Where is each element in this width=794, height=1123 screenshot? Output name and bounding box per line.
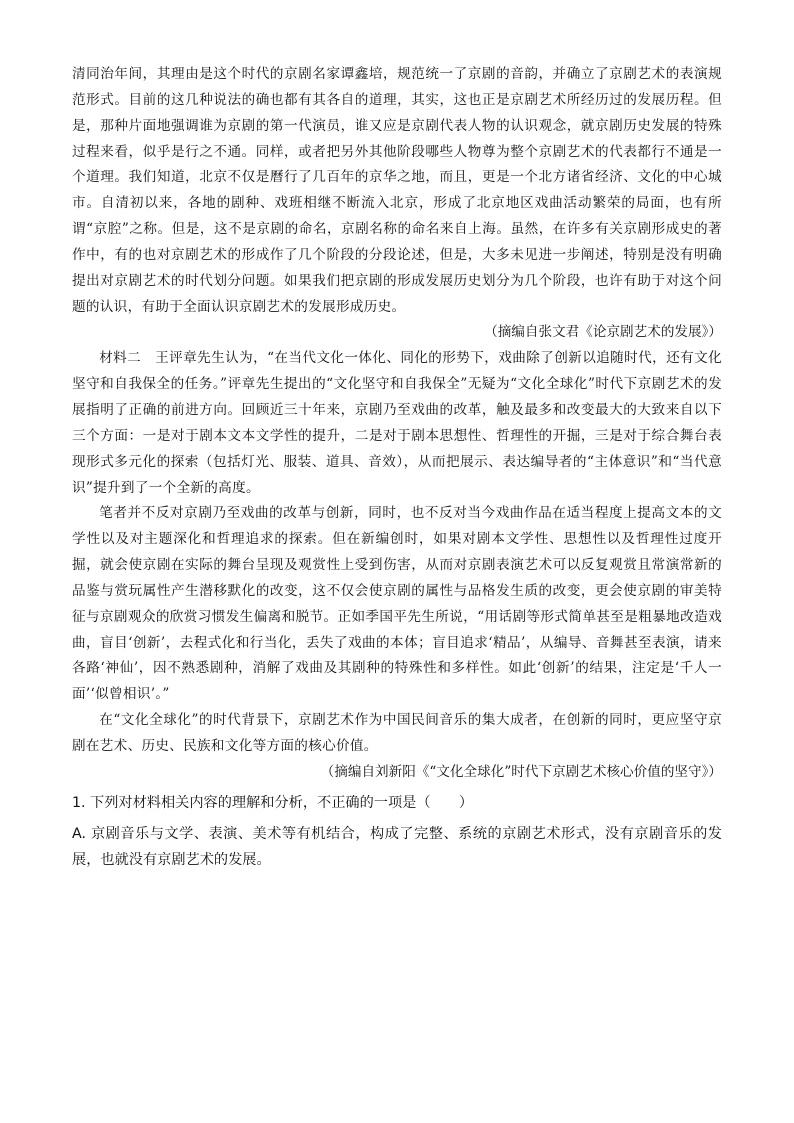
document-content [72, 62, 722, 873]
question-stem: 1. 下列对材料相关内容的理解和分析，不正确的一项是（ ） [72, 794, 474, 811]
question-option-a: A. 京剧音乐与文学、表演、美术等有机结合，构成了完整、系统的京剧艺术形式，没有京剧音乐的发展，也就没有京剧艺术的发展。 [72, 825, 722, 868]
source-citation-2: （摘编自刘新阳《“文化全球化”时代下京剧艺术核心价值的坚守》） [320, 763, 722, 780]
source-citation-1: （摘编自张文君《论京剧艺术的发展》） [484, 324, 722, 341]
passage-paragraph-4: 在“文化全球化”的时代背景下，京剧艺术作为中国民间音乐的集大成者，在创新的同时，更应坚守京剧在艺术、历史、民族和文化等方面的核心价值。 [72, 712, 722, 754]
passage-paragraph-1: 清同治年间，其理由是这个时代的京剧名家谭鑫培，规范统一了京剧的音韵，并确立了京剧艺术的表演规范形式。目前的这几种说法的确也都有其各自的道理，其实，这也正是京剧艺术所经历过的发展历程。但是，那种片面地强调谁为京剧的第一代演员，谁又应是京剧代表人物的认识观念，就京剧历史发展的特殊过程来看，似乎是行之不通。同样，或者把另外其他阶段哪些人物尊为整个京剧艺术的代表都行不通是一个道理。我们知道，北京不仅是曆行了几百年的京华之地，而且，更是一个北方诸省经济、文化的中心城市。自清初以来，各地的剧种、戏班相继不断流入北京，形成了北京地区戏曲活动繁荣的局面，也有所谓“京腔”之称。但是，这不是京剧的命名，京剧名称的命名来自上海。虽然，在许多有关京剧形成史的著作中，有的也对京剧艺术的形成作了几个阶段的分段论述，但是，大多未见进一步阐述，特别是没有明确提出对京剧艺术的时代划分问题。如果我们把京剧的形成发展历史划分为几个阶段，也许有助于对这个问题的认识，有助于全面认识京剧艺术的发展形成历史。 [72, 66, 722, 315]
passage-paragraph-3: 笔者并不反对京剧乃至戏曲的改革与创新，同时，也不反对当今戏曲作品在适当程度上提高文本的文学性以及对主题深化和哲理追求的探索。但在新编创时，如果对剧本文学性、思想性以及哲理性过度开掘，就会使京剧在实际的舞台呈现及观赏性上受到伤害，从而对京剧表演艺术可以反复观赏且常演常新的品鉴与赏玩属性产生潜移默化的改变，这不仅会使京剧的属性与品格发生质的改变，更会使京剧的审美特征与京剧观众的欣赏习惯发生偏离和脱节。正如季国平先生所说，“用话剧等形式简单甚至是粗暴地改造戏曲，盲目‘创新’，去程式化和行当化，丢失了戏曲的本体；盲目追求‘精品’，从编导、音舞甚至表演，请来各路‘神仙’，因不熟悉剧种，消解了戏曲及其剧种的特殊性和多样性。如此‘创新’的结果，注定是‘千人一面’‘似曾相识’。” [72, 505, 722, 703]
passage-paragraph-2: 材料二 王评章先生认为，“在当代文化一体化、同化的形势下，戏曲除了创新以追随时代，还有文化坚守和自我保全的任务。”评章先生提出的“文化坚守和自我保全”无疑为“文化全球化”时代下京剧艺术的发展指明了正确的前进方向。回顾近三十年来，京剧乃至戏曲的改革，触及最多和改变最大的大致来自以下三个方面：一是对于剧本文本文学性的提升，二是对于剧本思想性、哲理性的开掘，三是对于综合舞台表现形式多元化的探索（包括灯光、服装、道具、音效），从而把展示、表达编导者的“主体意识”和“当代意识”提升到了一个全新的高度。 [72, 350, 722, 496]
